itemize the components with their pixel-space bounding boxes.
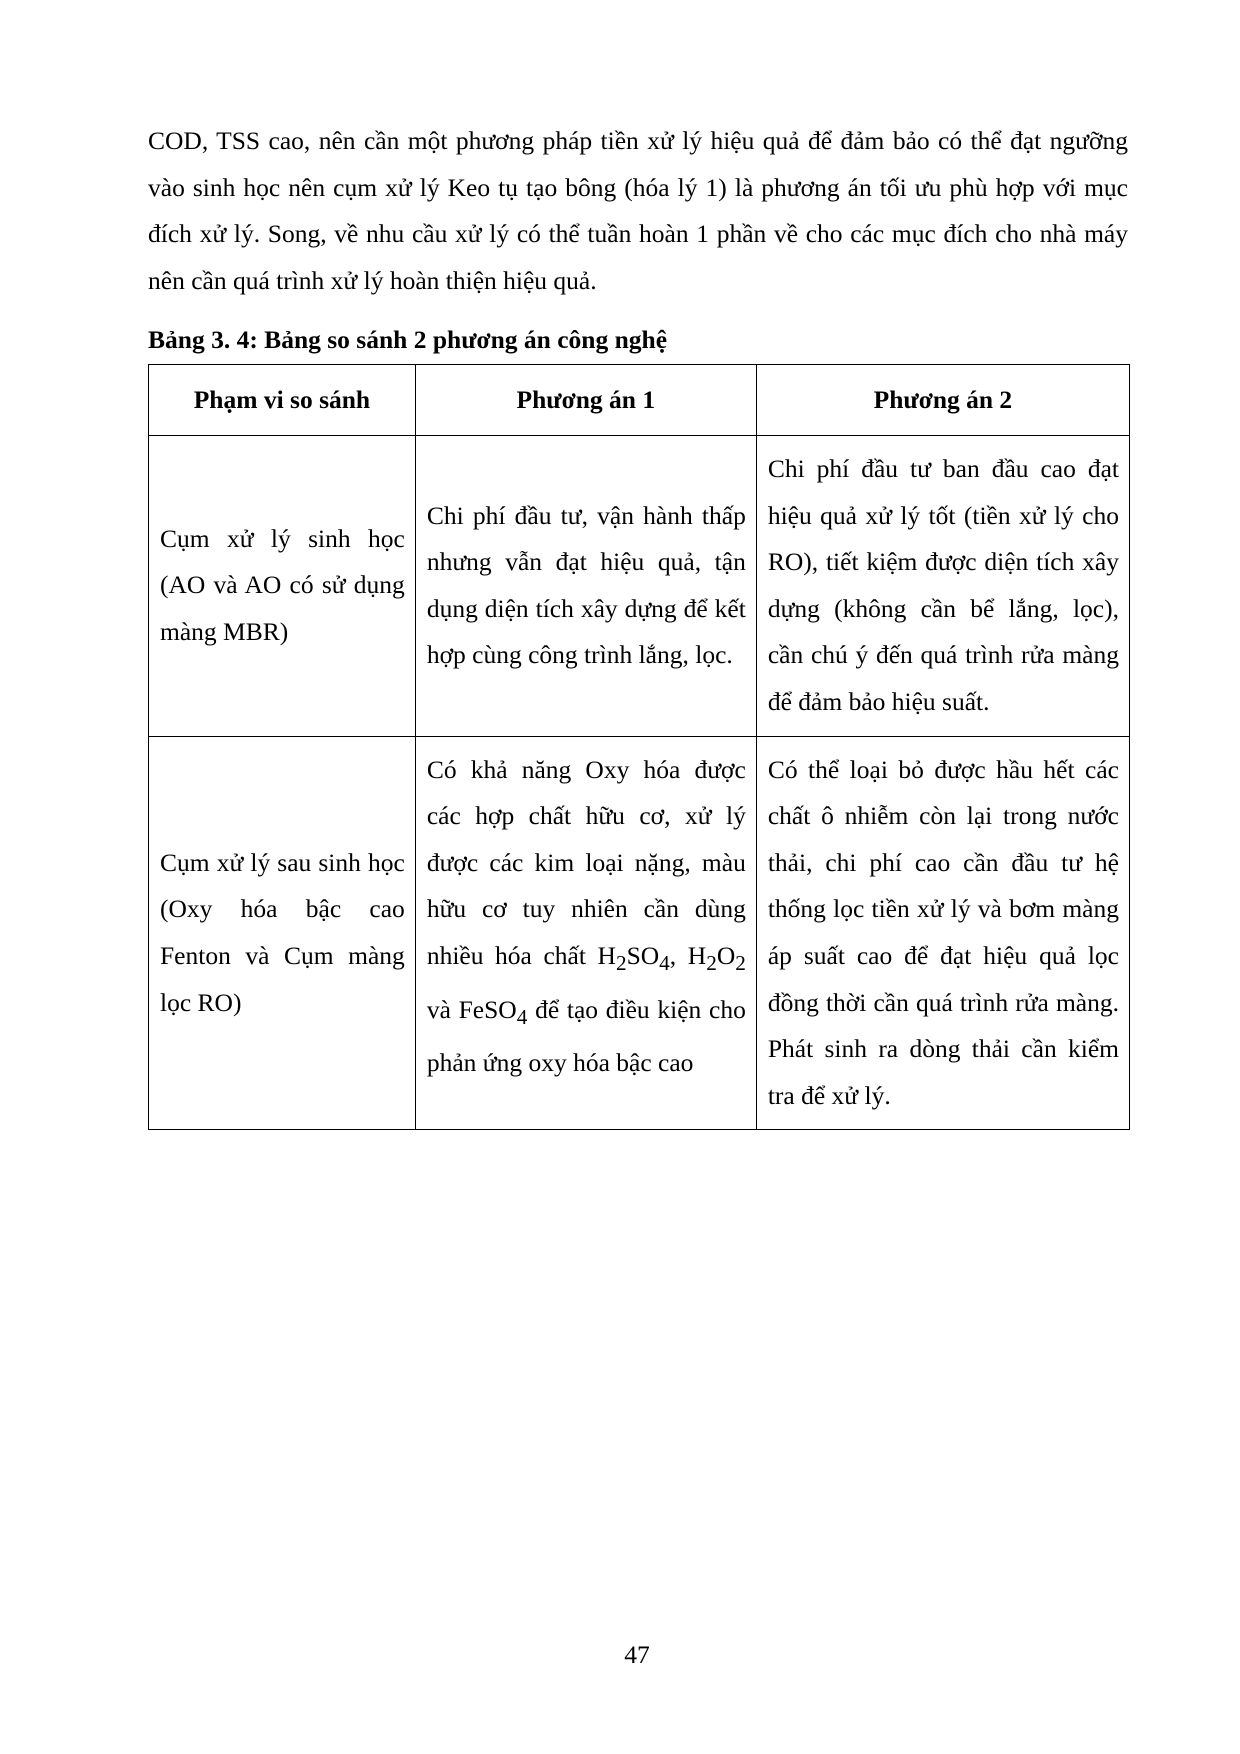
subscript: 2 [615, 951, 627, 976]
subscript: 4 [516, 1004, 528, 1029]
table-row [149, 436, 1130, 737]
subscript: 2 [735, 951, 746, 976]
text-segment: để tạo điều kiện cho phản ứng oxy hóa bậc cao [426, 994, 746, 1078]
text-segment: , H [669, 940, 707, 970]
table-header-row [149, 365, 1130, 436]
header-option-1: Phương án 1 [415, 365, 756, 436]
cell-option-1: Chi phí đầu tư, vận hành thấp nhưng vẫn đạt hiệu quả, tận dụng diện tích xây dựng để kết hợp cùng công trình lắng, lọc. [415, 436, 756, 737]
text-segment: O [716, 940, 736, 970]
subscript: 2 [706, 951, 717, 976]
subscript: 4 [659, 951, 670, 976]
table-row [149, 736, 1130, 1130]
header-option-2: Phương án 2 [756, 365, 1129, 436]
intro-paragraph: COD, TSS cao, nên cần một phương pháp tiền xử lý hiệu quả để đảm bảo có thể đạt ngưỡng vào sinh học nên cụm xử lý Keo tụ tạo bông (hóa lý 1) là phương án tối ưu phù hợp với mục đích xử lý. Song, về nhu cầu xử lý có thể tuần hoàn 1 phần về cho các mục đích cho nhà máy nên cần quá trình xử lý hoàn thiện hiệu quả. [148, 126, 1128, 295]
cell-scope: Cụm xử lý sau sinh học (Oxy hóa bậc cao Fenton và Cụm màng lọc RO) [149, 736, 416, 1130]
cell-option-2: Có thể loại bỏ được hầu hết các chất ô nhiễm còn lại trong nước thải, chi phí cao cần đầu tư hệ thống lọc tiền xử lý và bơm màng áp suất cao để đạt hiệu quả lọc đồng thời cần quá trình rửa màng. Phát sinh ra dòng thải cần kiểm tra để xử lý. [756, 736, 1129, 1130]
page-number: 47 [624, 1640, 650, 1669]
comparison-table [148, 364, 1130, 1130]
cell-scope: Cụm xử lý sinh học (AO và AO có sử dụng màng MBR) [149, 436, 416, 737]
text-segment: và FeSO [426, 994, 517, 1024]
header-scope: Phạm vi so sánh [149, 365, 416, 436]
text-segment: Có khả năng Oxy hóa được các hợp chất hữu cơ, xử lý được các kim loại nặng, màu hữu cơ tuy nhiên cần dùng nhiều hóa chất H [426, 754, 746, 970]
cell-option-1 [415, 736, 756, 1130]
text-segment: SO [626, 940, 660, 970]
table-caption: Bảng 3. 4: Bảng so sánh 2 phương án công nghệ [148, 325, 668, 354]
cell-option-2: Chi phí đầu tư ban đầu cao đạt hiệu quả xử lý tốt (tiền xử lý cho RO), tiết kiệm được diện tích xây dựng (không cần bể lắng, lọc), cần chú ý đến quá trình rửa màng để đảm bảo hiệu suất. [756, 436, 1129, 737]
